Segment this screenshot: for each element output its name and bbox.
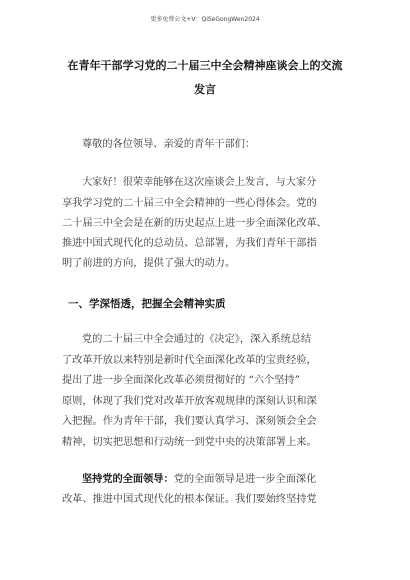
salutation: 尊敬的各位领导、亲爱的青年干部们： xyxy=(82,139,256,150)
section-paragraph-line: 入把握。作为青年干部，我们要认真学习、深刻领会全会 xyxy=(62,416,317,427)
intro-line: 明了前进的方向，提供了强大的动力。 xyxy=(62,258,236,269)
document-title-line-2: 发言 xyxy=(194,83,216,96)
section-heading: 一、学深悟透，把握全会精神实质 xyxy=(68,298,226,310)
section-paragraph-line: 原则，体现了我们党对改革开放客观规律的深刻认识和深 xyxy=(62,396,317,407)
intro-line: 二十届三中全会是在新的历史起点上进一步全面深化改革、 xyxy=(62,218,327,229)
intro-line: 大家好！很荣幸能够在这次座谈会上发言，与大家分 xyxy=(82,177,317,188)
point-paragraph-line xyxy=(82,472,316,487)
point-lead: 坚持党的全面领导： xyxy=(82,473,174,485)
point-text: 党的全面领导是进一步全面深化 xyxy=(173,474,317,485)
section-paragraph-line: 精神，切实把思想和行动统一到党中央的决策部署上来。 xyxy=(62,437,317,448)
section-paragraph-line: 了改革开放以来特别是新时代全面深化改革的宝贵经验， xyxy=(62,355,317,366)
document-title-line-1: 在青年干部学习党的二十届三中全会精神座谈会上的交流 xyxy=(67,59,343,72)
section-paragraph-line: 党的二十届三中全会通过的《决定》，深入系统总结 xyxy=(82,334,312,345)
page-header: 更多免费公文+V：QiSeGongWen2024 xyxy=(150,16,260,23)
section-paragraph-line: 提出了进一步全面深化改革必须贯彻好的 “六个坚持” xyxy=(62,375,300,386)
point-paragraph-line: 改革、推进中国式现代化的根本保证。我们要始终坚持党 xyxy=(62,494,317,505)
intro-line: 享我学习党的二十届三中全会精神的一些心得体会。党的 xyxy=(62,198,317,209)
intro-line: 推进中国式现代化的总动员、总部署，为我们青年干部指 xyxy=(62,238,317,249)
